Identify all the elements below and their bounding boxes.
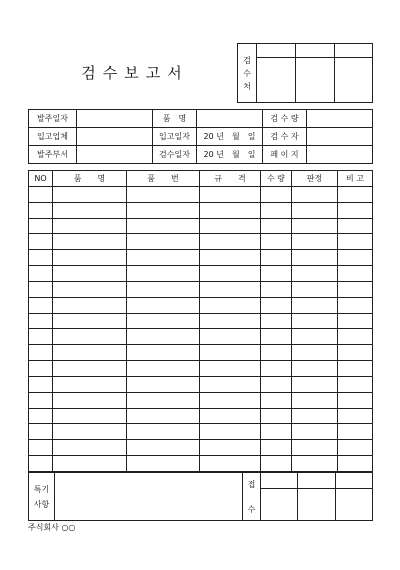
receipt-label: 접 수 (243, 473, 261, 521)
table-cell (53, 250, 127, 266)
table-cell (127, 329, 200, 345)
table-cell (29, 376, 53, 392)
table-row (29, 440, 373, 456)
table-cell (292, 376, 338, 392)
table-cell (200, 250, 261, 266)
table-cell (53, 376, 127, 392)
table-cell (200, 456, 261, 472)
table-cell (292, 329, 338, 345)
table-row (29, 297, 373, 313)
table-cell (338, 361, 373, 377)
table-cell (200, 408, 261, 424)
table-cell (53, 266, 127, 282)
table-cell (261, 424, 292, 440)
table-row (29, 313, 373, 329)
table-cell (292, 187, 338, 203)
table-cell (261, 281, 292, 297)
inspection-date-value: 20 년 월 일 (197, 146, 263, 164)
table-cell (29, 234, 53, 250)
table-cell (338, 281, 373, 297)
table-cell (127, 266, 200, 282)
table-cell (338, 408, 373, 424)
table-cell (338, 234, 373, 250)
receipt-sign-cell (261, 489, 298, 521)
inspection-label: 검 수 처 (238, 44, 257, 103)
table-cell (29, 266, 53, 282)
table-cell (338, 187, 373, 203)
table-cell (200, 218, 261, 234)
table-cell (338, 376, 373, 392)
approval-header-cell (257, 44, 296, 58)
table-cell (261, 297, 292, 313)
table-cell (261, 313, 292, 329)
table-cell (53, 313, 127, 329)
table-cell (29, 329, 53, 345)
table-cell (29, 392, 53, 408)
table-row (29, 361, 373, 377)
table-cell (127, 408, 200, 424)
table-cell (127, 202, 200, 218)
supplier-value (77, 128, 153, 146)
table-cell (338, 297, 373, 313)
table-cell (338, 424, 373, 440)
table-cell (127, 440, 200, 456)
table-cell (292, 440, 338, 456)
table-cell (292, 456, 338, 472)
table-cell (200, 361, 261, 377)
table-cell (261, 361, 292, 377)
table-cell (261, 440, 292, 456)
header-item-number: 품 번 (127, 171, 200, 187)
table-row (29, 187, 373, 203)
ordering-dept-label: 발주부서 (29, 146, 77, 164)
receipt-header-cell (336, 473, 373, 489)
header-item-name: 품 명 (53, 171, 127, 187)
table-cell (292, 234, 338, 250)
table-cell (292, 218, 338, 234)
table-cell (261, 250, 292, 266)
table-cell (29, 250, 53, 266)
table-cell (200, 313, 261, 329)
table-cell (29, 345, 53, 361)
table-cell (127, 456, 200, 472)
inspection-quantity-label: 검 수 량 (263, 110, 307, 128)
table-cell (29, 313, 53, 329)
table-row (29, 250, 373, 266)
table-cell (292, 266, 338, 282)
table-cell (53, 456, 127, 472)
table-cell (53, 329, 127, 345)
table-cell (127, 297, 200, 313)
table-cell (200, 345, 261, 361)
approval-sign-cell (296, 58, 335, 103)
table-cell (53, 361, 127, 377)
inspector-label: 검 수 자 (263, 128, 307, 146)
table-cell (127, 313, 200, 329)
company-footer: 주식회사 ○○ (28, 523, 76, 532)
table-cell (53, 202, 127, 218)
table-cell (200, 424, 261, 440)
receipt-header-cell (298, 473, 336, 489)
table-cell (292, 281, 338, 297)
table-cell (29, 440, 53, 456)
table-cell (127, 361, 200, 377)
special-notes-field (55, 473, 243, 521)
approval-header-cell (296, 44, 335, 58)
order-date-value (77, 110, 153, 128)
table-cell (338, 440, 373, 456)
table-cell (261, 392, 292, 408)
table-cell (338, 202, 373, 218)
header-quantity: 수 량 (261, 171, 292, 187)
table-cell (338, 218, 373, 234)
header-judgment: 판정 (292, 171, 338, 187)
table-cell (292, 345, 338, 361)
table-cell (29, 361, 53, 377)
table-cell (338, 313, 373, 329)
table-cell (29, 408, 53, 424)
receiving-date-label: 입고일자 (153, 128, 197, 146)
table-cell (261, 345, 292, 361)
table-cell (261, 456, 292, 472)
table-cell (29, 218, 53, 234)
table-row (29, 218, 373, 234)
table-cell (127, 376, 200, 392)
table-row (29, 408, 373, 424)
supplier-label: 입고업체 (29, 128, 77, 146)
table-row (29, 202, 373, 218)
table-cell (261, 202, 292, 218)
header-remarks: 비 고 (338, 171, 373, 187)
page-value (307, 146, 373, 164)
table-cell (127, 424, 200, 440)
table-cell (292, 361, 338, 377)
table-row (29, 234, 373, 250)
table-row (29, 329, 373, 345)
special-notes-table (28, 472, 373, 521)
table-cell (292, 313, 338, 329)
table-cell (127, 250, 200, 266)
table-cell (292, 392, 338, 408)
receipt-sign-cell (336, 489, 373, 521)
table-cell (53, 281, 127, 297)
table-cell (292, 408, 338, 424)
receipt-sign-cell (298, 489, 336, 521)
table-cell (29, 297, 53, 313)
table-cell (338, 456, 373, 472)
inspection-approval-box (237, 43, 373, 103)
table-cell (261, 266, 292, 282)
table-row (29, 266, 373, 282)
header-spec: 규 격 (200, 171, 261, 187)
table-cell (200, 329, 261, 345)
table-cell (261, 376, 292, 392)
table-cell (127, 218, 200, 234)
table-cell (53, 345, 127, 361)
inspection-date-label: 검수일자 (153, 146, 197, 164)
table-cell (127, 281, 200, 297)
table-cell (338, 392, 373, 408)
table-cell (292, 297, 338, 313)
table-cell (127, 187, 200, 203)
table-cell (53, 187, 127, 203)
table-row (29, 392, 373, 408)
inspector-value (307, 128, 373, 146)
table-row (29, 376, 373, 392)
item-name-label: 품 명 (153, 110, 197, 128)
table-cell (200, 187, 261, 203)
table-cell (200, 440, 261, 456)
table-cell (200, 297, 261, 313)
table-cell (200, 376, 261, 392)
table-cell (200, 281, 261, 297)
table-cell (53, 218, 127, 234)
table-cell (127, 392, 200, 408)
table-cell (53, 392, 127, 408)
table-cell (200, 392, 261, 408)
table-cell (53, 408, 127, 424)
table-row (29, 424, 373, 440)
table-cell (261, 218, 292, 234)
table-cell (338, 329, 373, 345)
approval-header-cell (335, 44, 373, 58)
table-cell (338, 266, 373, 282)
table-cell (200, 234, 261, 250)
info-table (28, 109, 373, 164)
page-label: 페 이 지 (263, 146, 307, 164)
table-cell (261, 408, 292, 424)
table-row (29, 345, 373, 361)
table-cell (29, 424, 53, 440)
table-cell (29, 187, 53, 203)
table-cell (29, 456, 53, 472)
table-cell (29, 202, 53, 218)
order-date-label: 발주일자 (29, 110, 77, 128)
table-cell (53, 424, 127, 440)
table-cell (292, 202, 338, 218)
ordering-dept-value (77, 146, 153, 164)
table-cell (292, 424, 338, 440)
table-cell (127, 345, 200, 361)
items-table-body (29, 187, 373, 472)
table-cell (200, 202, 261, 218)
table-cell (338, 250, 373, 266)
table-cell (261, 234, 292, 250)
table-cell (127, 234, 200, 250)
receiving-date-value: 20 년 월 일 (197, 128, 263, 146)
inspection-quantity-value (307, 110, 373, 128)
item-name-value (197, 110, 263, 128)
table-row (29, 281, 373, 297)
approval-sign-cell (257, 58, 296, 103)
table-cell (53, 297, 127, 313)
table-cell (29, 281, 53, 297)
page-title: 검수보고서 (81, 64, 189, 82)
table-row (29, 456, 373, 472)
table-cell (53, 234, 127, 250)
receipt-header-cell (261, 473, 298, 489)
items-table (28, 170, 373, 472)
approval-sign-cell (335, 58, 373, 103)
special-notes-label: 특기 사항 (29, 473, 55, 521)
table-cell (200, 266, 261, 282)
table-cell (338, 345, 373, 361)
table-cell (261, 187, 292, 203)
header-no: NO (29, 171, 53, 187)
table-cell (53, 440, 127, 456)
table-cell (292, 250, 338, 266)
table-cell (261, 329, 292, 345)
